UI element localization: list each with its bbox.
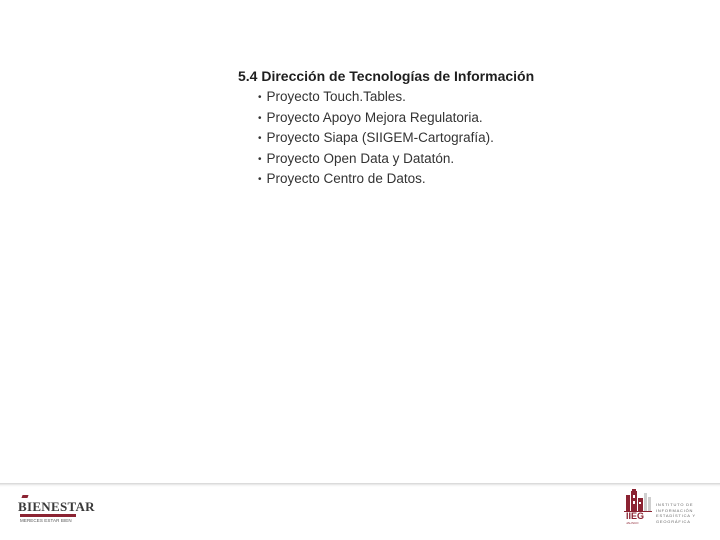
institute-name-line: INSTITUTO DE	[656, 502, 694, 507]
list-item	[258, 108, 698, 129]
project-list	[238, 87, 698, 190]
bullet-icon: •	[258, 133, 262, 144]
institute-name-line: GEOGRÁFICA	[656, 518, 691, 524]
logo-underline	[20, 514, 76, 517]
list-item-label: Proyecto Apoyo Mejora Regulatoria.	[266, 109, 483, 125]
iieg-letters: IIEG	[626, 511, 645, 521]
list-item	[258, 87, 698, 108]
list-item-label: Proyecto Touch.Tables.	[266, 89, 406, 104]
list-item-label: Proyecto Open Data y Datatón.	[266, 150, 455, 166]
footer-divider	[0, 483, 720, 487]
bullet-icon: •	[258, 112, 262, 124]
section-heading: 5.4 Dirección de Tecnologías de Información	[238, 68, 535, 84]
iieg-logo	[620, 489, 700, 529]
bienestar-logo	[18, 499, 95, 524]
bullet-icon: •	[258, 174, 262, 185]
list-item	[258, 149, 698, 170]
bienestar-tagline: MERECES ESTAR BIEN	[20, 518, 72, 523]
institute-name-line: ESTADÍSTICA Y	[656, 513, 696, 518]
iieg-subtitle: JALISCO	[626, 521, 639, 525]
list-item	[258, 169, 698, 190]
slide-content	[238, 66, 698, 190]
list-item-label: Proyecto Centro de Datos.	[266, 171, 426, 186]
bullet-icon: •	[258, 92, 262, 103]
bienestar-wordmark: BIENESTAR	[18, 500, 78, 513]
institute-name-line: INFORMACIÓN	[656, 507, 694, 513]
list-item	[258, 128, 698, 149]
iieg-institute-name	[656, 502, 700, 524]
bullet-icon: •	[258, 153, 262, 165]
list-item-label: Proyecto Siapa (SIIGEM-Cartografía).	[266, 130, 494, 145]
building-icon	[620, 489, 654, 513]
logo-accent-mark	[21, 495, 28, 498]
